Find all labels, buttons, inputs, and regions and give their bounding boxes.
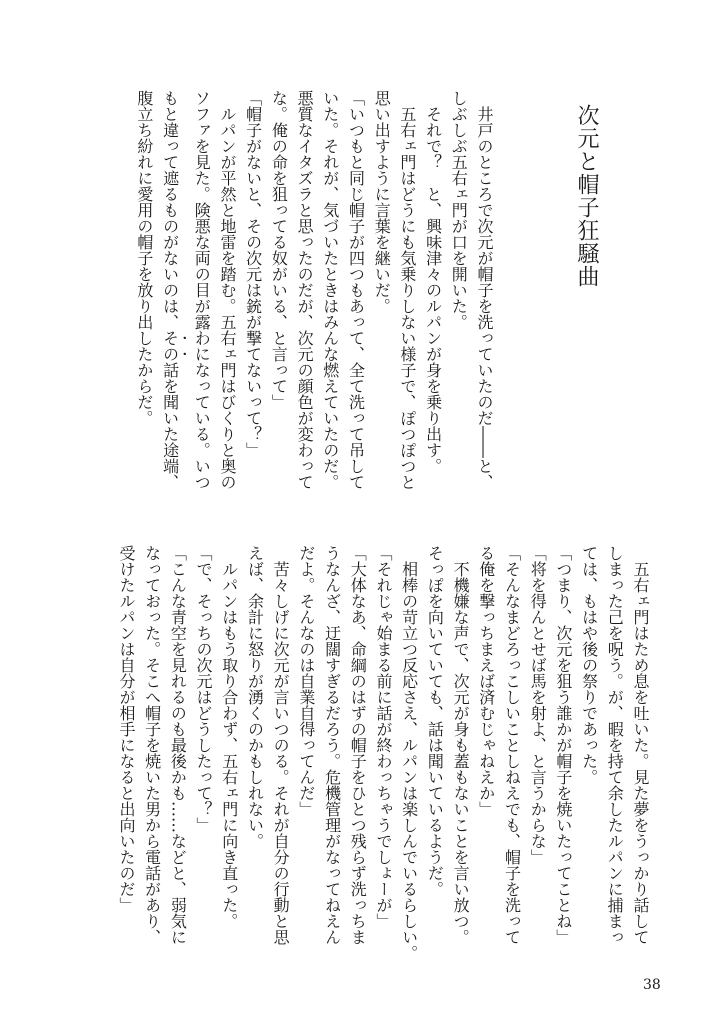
text-line: 「いつもと同じ帽子が四つもあって、全て洗って吊して bbox=[346, 90, 366, 490]
text-line: 悪質なイタズラと思ったのだが、次元の顔色が変わって bbox=[295, 90, 315, 490]
page-number: 38 bbox=[643, 977, 661, 993]
text-line: ソファを見た。険悪な両の目が露わになっている。いつ bbox=[192, 90, 212, 490]
text-segment: 話を聞いた途端、 bbox=[160, 362, 180, 490]
text-segment: もと違って遮るものがないのは、 bbox=[160, 90, 180, 330]
text-line: 五右ェ門はどうにも気乗りしない様子で、ぽつぽつと bbox=[397, 90, 417, 490]
text-line: 苦々しげに次元が言いつのる。それが自分の行動と思 bbox=[271, 545, 291, 945]
text-line: 「それじゃ始まる前に話が終わっちゃうでしょーが」 bbox=[373, 545, 393, 929]
chapter-title: 次元と帽子狂騒曲 bbox=[574, 104, 599, 288]
text-line: 井戸のところで次元が帽子を洗っていたのだ――と、 bbox=[475, 90, 494, 490]
text-line: 「帽子がないと、その次元は銃が撃てないって？」 bbox=[243, 90, 263, 458]
text-line: 「つまり、次元を狙う誰かが帽子を焼いたってことね」 bbox=[553, 545, 573, 945]
text-line: 五右ェ門はため息を吐いた。見た夢をうっかり話して bbox=[631, 545, 650, 945]
text-line: 相棒の苛立つ反応さえ、ルパンは楽しんでいるらしい。 bbox=[399, 545, 419, 961]
text-line: しぶしぶ五右ェ門が口を開いた。 bbox=[449, 90, 469, 330]
top-text-block bbox=[131, 90, 497, 492]
text-line: 不機嫌な声で、次元が身も蓋もないことを言い放つ。 bbox=[451, 545, 471, 945]
text-line: 「で、そっちの次元はどうしたって？」 bbox=[194, 545, 214, 833]
text-line: なっておった。そこへ帽子を焼いた男から電話があり、 bbox=[142, 545, 162, 945]
text-line: うなんざ、迂闊すぎるだろう。危機管理がなってねえん bbox=[322, 545, 342, 945]
text-line: だよ。そんなのは自業自得ってんだ」 bbox=[296, 545, 316, 817]
text-line: ルパンが平然と地雷を踏む。五右ェ門はびくりと奥の bbox=[217, 90, 237, 490]
emphasized-text: その bbox=[160, 330, 180, 362]
text-line: 腹立ち紛れに愛用の帽子を放り出したからだ。 bbox=[134, 90, 154, 426]
text-line: それで？ と、興味津々のルパンが身を乗り出す。 bbox=[423, 90, 443, 474]
text-line bbox=[157, 90, 189, 492]
text-line: 受けたルパンは自分が相手になると出向いたのだ」 bbox=[116, 545, 136, 913]
text-line: る俺を撃っちまえば済むじゃねえか」 bbox=[476, 545, 496, 817]
text-line: ルパンはもう取り合わず、五右ェ門に向き直った。 bbox=[219, 545, 239, 929]
text-line: いた。それが、気づいたときはみんな燃えていたのだ。 bbox=[320, 90, 340, 490]
bottom-text-block bbox=[113, 545, 653, 961]
text-line: ては、もはや後の祭りであった。 bbox=[579, 545, 599, 785]
text-line: な。俺の命を狙ってる奴がいる、と言って」 bbox=[269, 90, 289, 410]
text-line: 「大体なあ、命綱のはずの帽子をひとつ残らず洗っちま bbox=[348, 545, 368, 945]
text-line: 思い出すように言葉を継いだ。 bbox=[372, 90, 392, 314]
text-line: 「そんなまどろっこしいことしねえでも、帽子を洗って bbox=[502, 545, 522, 945]
text-line: 「将を得んとせば馬を射よ、と言うからな」 bbox=[528, 545, 548, 865]
text-line: 「こんな青空を見れるのも最後かも……などと、弱気に bbox=[168, 545, 188, 945]
text-line: そっぽを向いていても、話は聞いているようだ。 bbox=[425, 545, 445, 897]
text-line: しまった己を呪う。が、暇を持て余したルパンに捕まっ bbox=[605, 545, 625, 945]
text-line: えば、余計に怒りが湧くのかもしれない。 bbox=[245, 545, 265, 849]
